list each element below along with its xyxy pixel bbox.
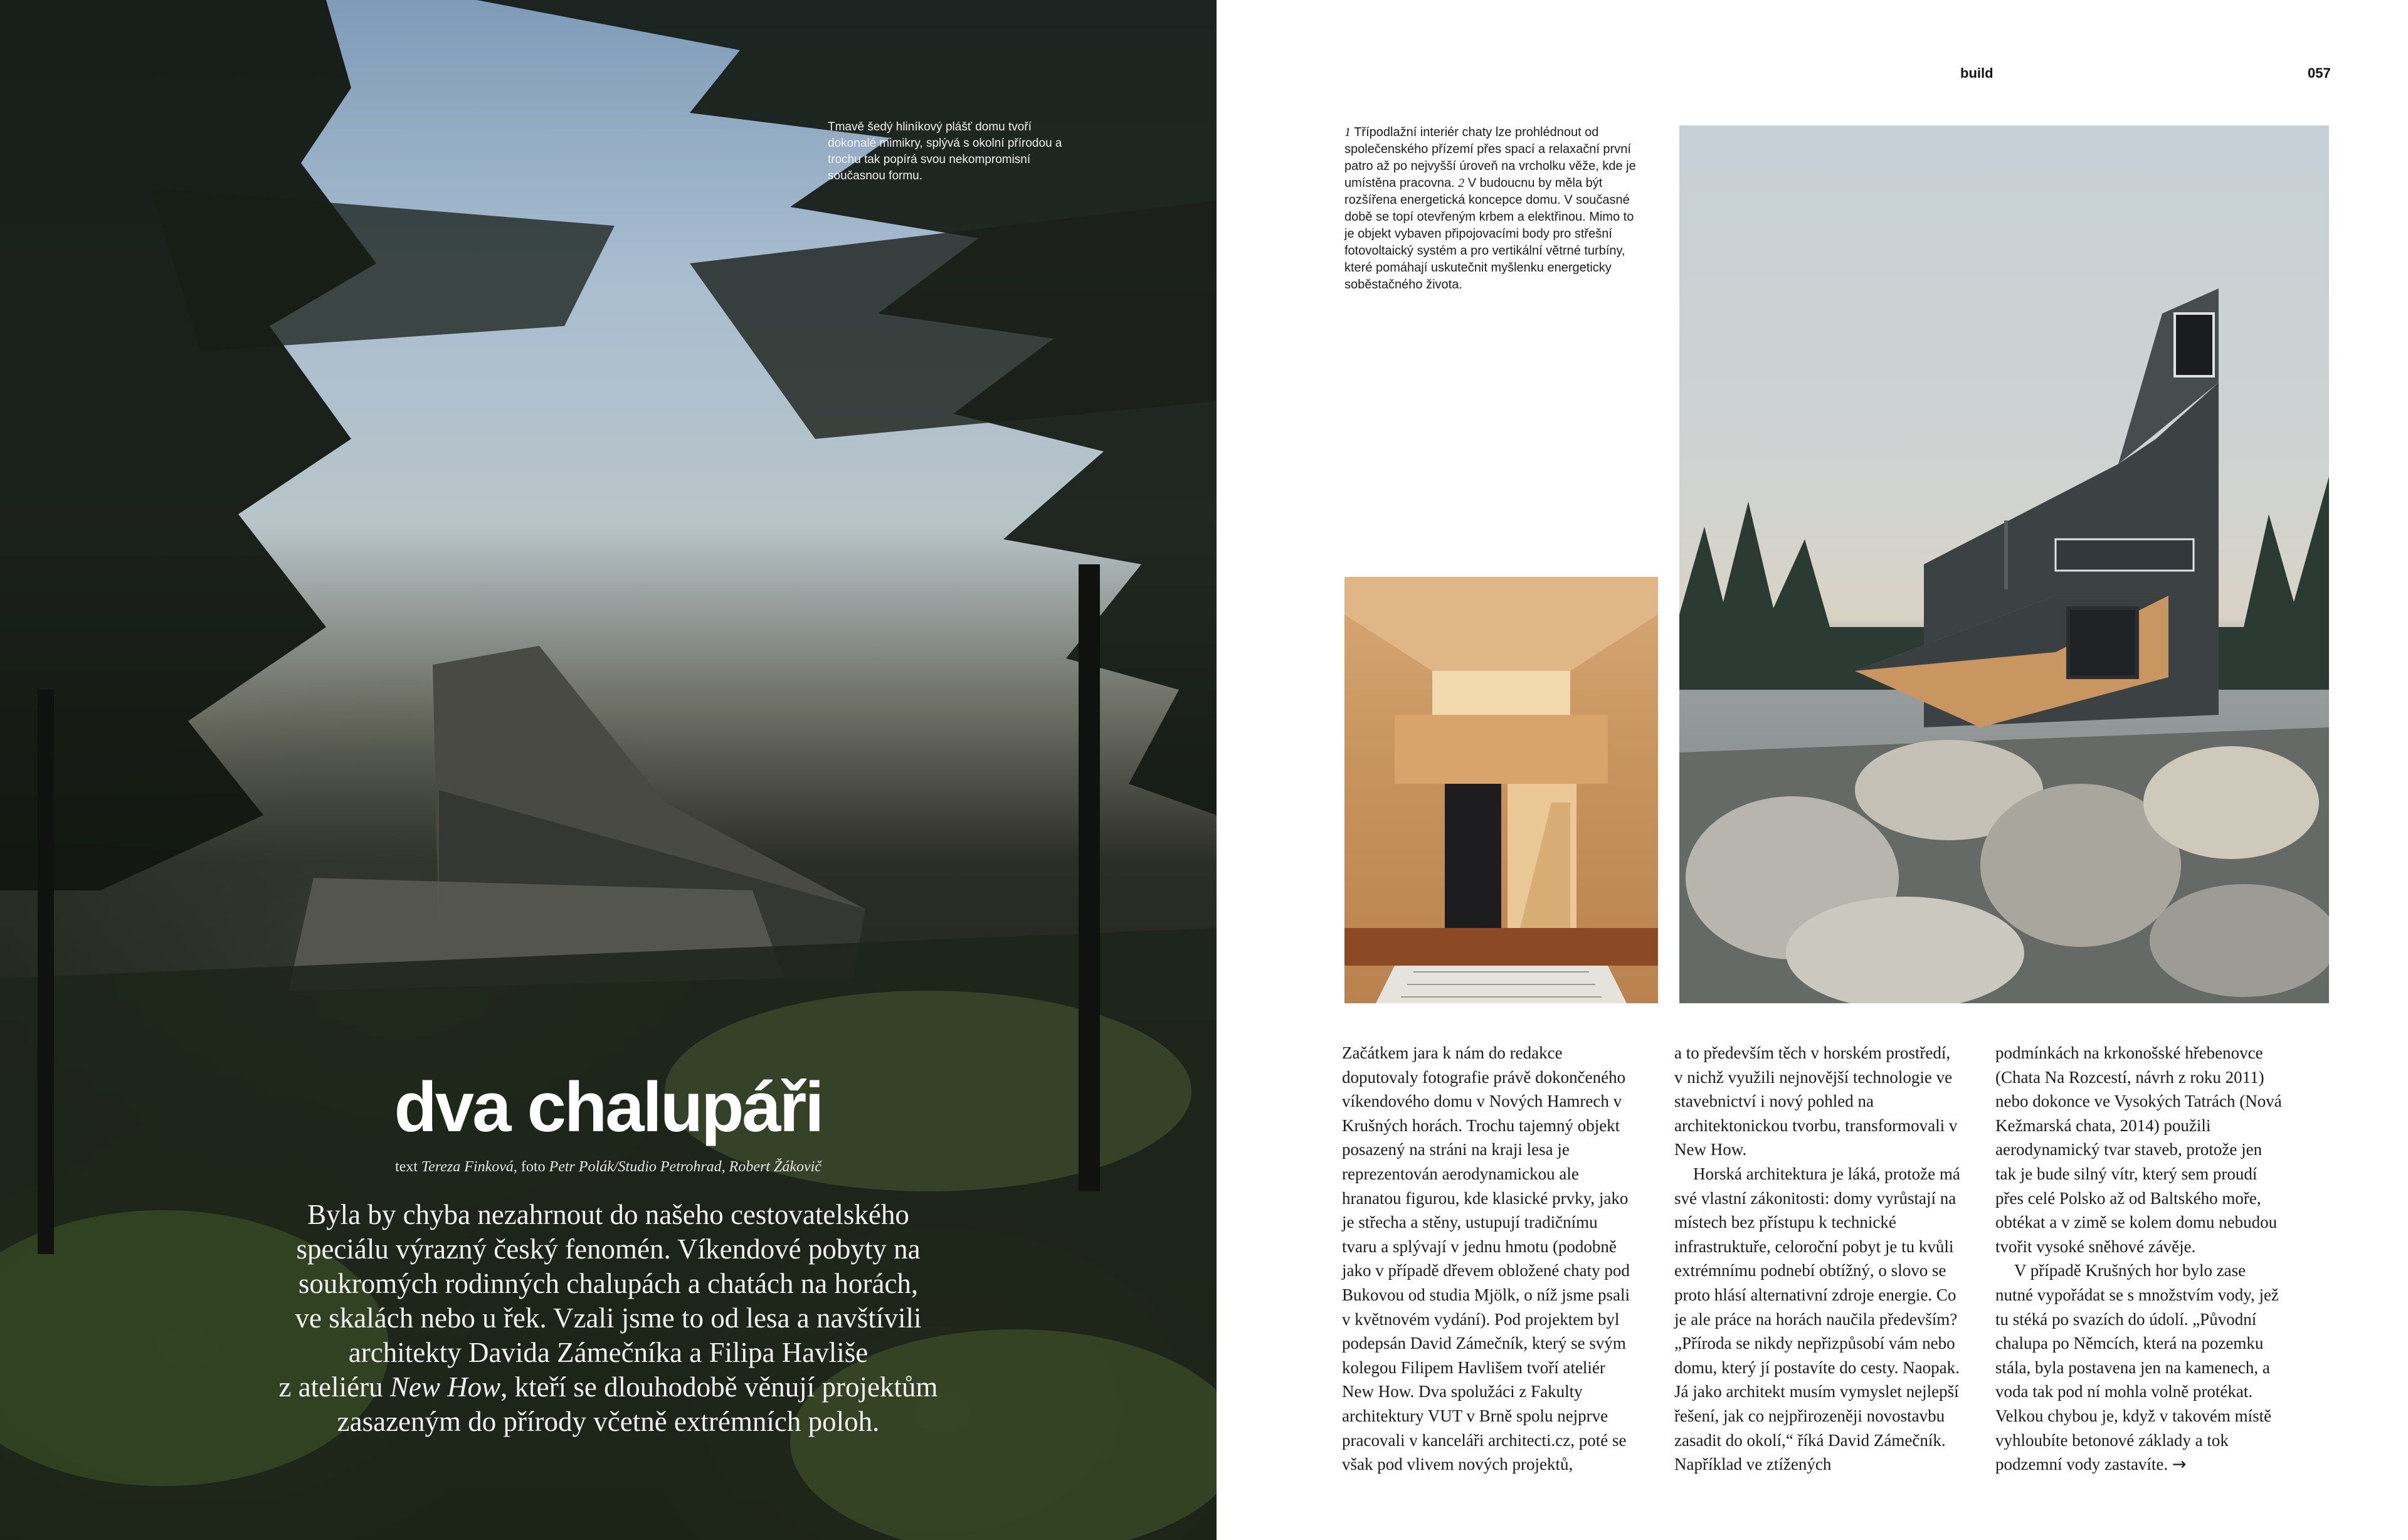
credits-photographers: Petr Polák/Studio Petrohrad, Robert Žákovič [549,1159,821,1175]
body-column-3 [1995,1041,2284,1477]
body-column-1 [1342,1041,1630,1477]
lead-line: zasazeným do přírody včetně extrémních poloh. [337,1406,880,1437]
body-text: V případě Krušných hor bylo zase nutné vypořádat se s množstvím vody, jež tu stéká po svazích do údolí. „Původní chalupa po Němcích, která na pozemku stála, byla postavena jen na kamenech, a voda tak pod ní mohla volně protékat. Velkou chybou je, když v takovém místě vyhloubíte betonové základy a tok podzemní vody zastavíte. [1995,1261,2279,1474]
lead-text: z ateliéru [278,1371,383,1403]
studio-name: New How [389,1371,501,1403]
caption-text: V budoucnu by měla být rozšířena energetická koncepce domu. V současné době se topí otevřeným krbem a elektřinou. Mimo to je objekt vybaven připojovacími body pro střešní fotovoltaický systém a pro vertikální větrné turbíny, které pomáhají uskutečnit myšlenku energeticky soběstačného života. [1344,176,1634,292]
house-photo [1679,125,2329,1003]
house-illustration [1679,125,2329,1003]
lead-line [238,1370,978,1405]
interior-photo [1344,577,1658,1003]
article-credits [0,1159,1217,1176]
lead-paragraph [238,1198,978,1439]
caption-number: 1 [1344,125,1351,139]
lead-text: , kteří se dlouhodobě věnují projektům [500,1371,938,1403]
section-label: build [1960,65,1993,81]
body-paragraph: podmínkách na krkonošské hřebenovce (Chata Na Rozcestí, návrh z roku 2011) nebo dokonce ve Vysokých Tatrách (Nová Kežmarská chata, 2014) použili aerodynamický tvar staveb, protože jen tak je bude silný vítr, který sem proudí přes celé Polsko až od Baltského moře, obtékat a v zimě se kolem domu nebudou tvořit vysoké sněhové závěje. [1995,1043,2282,1256]
credits-text-label: text [395,1159,418,1175]
continue-arrow-icon: → [2172,1455,2187,1475]
lead-line: architekty Davida Zámečníka a Filipa Havliše [348,1337,869,1368]
interior-illustration [1344,577,1658,1003]
body-paragraph: Začátkem jara k nám do redakce doputovaly fotografie právě dokončeného víkendového domu v Nových Hamrech v Krušných horách. Trochu tajemný objekt posazený na stráni na kraji lesa je reprezentován aerodynamickou ale hranatou figurou, kde klasické prvky, jako je střecha a stěny, ustupují tradičnímu tvaru a splývají v jednu hmotu (podobně jako v případě dřevem obložené chaty pod Bukovou od studia Mjölk, o níž jsme psali v květnovém vydání). Pod projektem byl podepsán David Zámečník, který se svým kolegou Filipem Havlišem tvoří ateliér New How. Dva spolužáci z Fakulty architektury VUT v Brně spolu nejprve pracovali v kanceláři architecti.cz, poté se však pod vlivem nových projektů, [1342,1043,1630,1474]
body-paragraph [1995,1258,2284,1477]
photo-caption: Tmavě šedý hliníkový plášť domu tvoří dokonalé mimikry, splývá s okolní přírodou a trochu tak popírá svou nekompromisní současnou formu. [828,120,1062,182]
page-number: 057 [2308,65,2331,81]
lead-line: ve skalách nebo u řek. Vzali jsme to od lesa a navštívili [295,1302,922,1334]
caption-number: 2 [1458,176,1465,190]
image-caption [1344,124,1645,293]
lead-line: speciálu výrazný český fenomén. Víkendové pobyty na [296,1233,921,1265]
lead-line: soukromých rodinných chalupách a chatách na horách, [298,1268,919,1299]
credits-author: Tereza Finková [421,1159,514,1175]
body-paragraph: Horská architektura je láká, protože má své vlastní zákonitosti: domy vyrůstají na místech bez přístupu k technické infrastruktuře, celoroční pobyt je tu kvůli extrémnímu podnebí obtížný, o slovo se proto hlásí alternativní zdroje energie. Co je ale práce na horách naučila především? „Příroda se nikdy nepřizpůsobí vám nebo domu, který jí postavíte do cesty. Naopak. Já jako architekt musím vymyslet nejlepší řešení, jak co nejpřirozeněji novostavbu zasadit do okolí,“ říká David Zámečník. Například ve ztížených [1674,1164,1960,1474]
article-title: dva chalupáři [394,1068,823,1146]
body-column-2 [1674,1041,1963,1477]
right-page [1217,0,2408,1540]
body-paragraph: a to především těch v horském prostředí, v nichž využili nejnovější technologie ve stavebnictví i nový pohled na architektonickou tvorbu, transformovali v New How. [1674,1043,1958,1159]
caption-text: Třípodlažní interiér chaty lze prohlédnout od společenského přízemí přes spací a relaxační první patro až po nejvyšší úroveň na vrcholku věže, kde je umístěna pracovna. [1344,125,1636,190]
credits-photo-label: , foto [513,1159,546,1175]
lead-line: Byla by chyba nezahrnout do našeho cestovatelského [307,1199,909,1230]
